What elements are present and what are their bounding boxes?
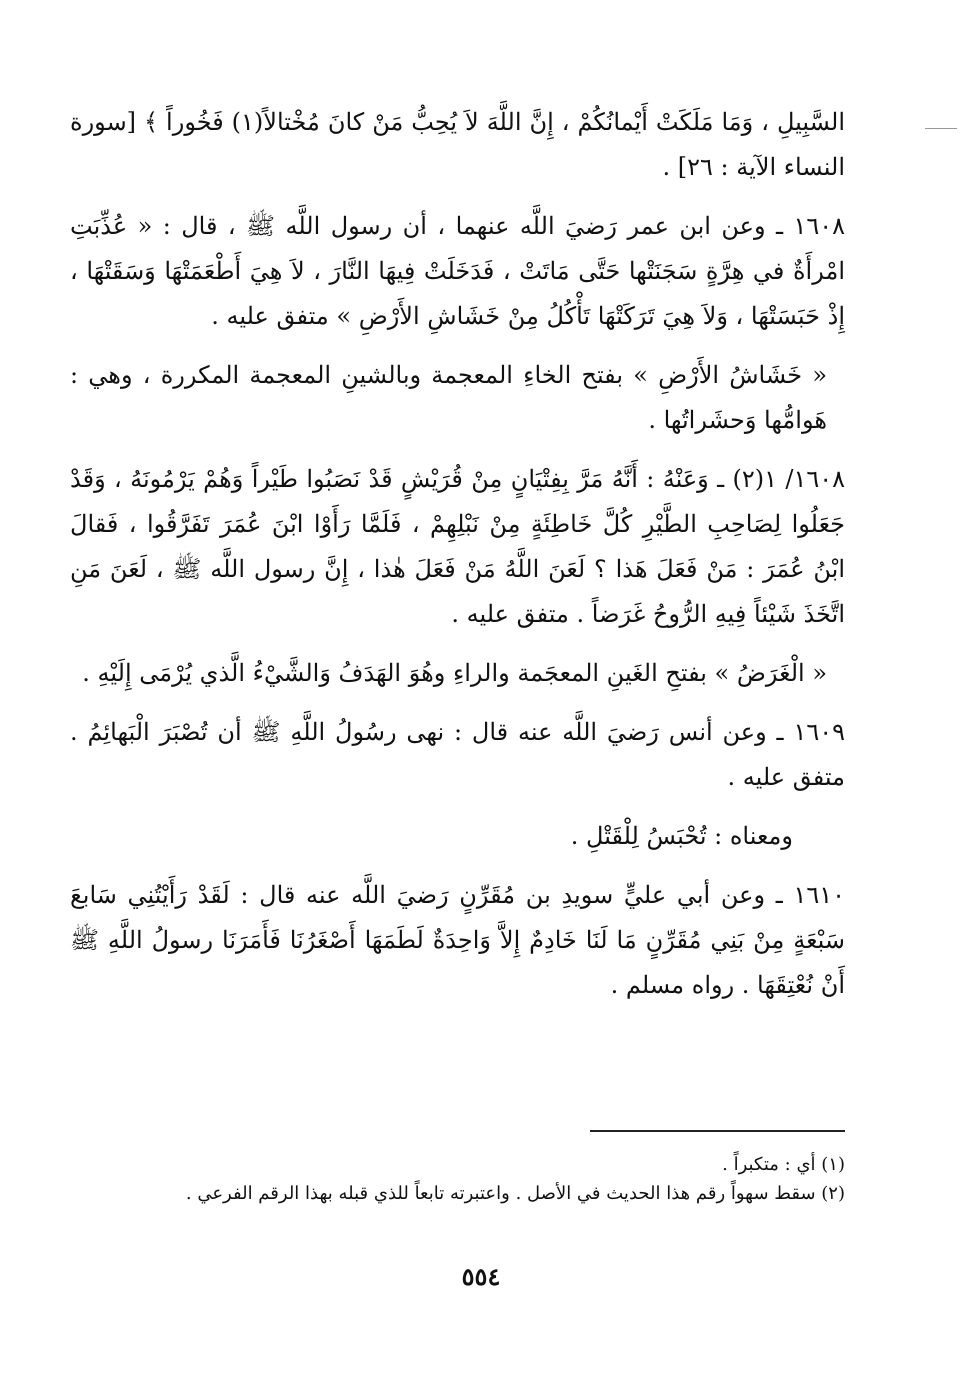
scan-edge-mark [925, 128, 957, 129]
footnote-divider [590, 1130, 845, 1132]
quran-verse-continuation: السَّبِيلِ ، وَمَا مَلَكَتْ أَيْمانُكُمْ ، إِنَّ اللَّهَ لاَ يُحِبُّ مَنْ كانَ مُخْتالاً(١) فَخُوراً ﴾ [سورة النساء الآية : ٢٦] . [70, 108, 845, 181]
hadith-1610: ١٦١٠ ـ وعن أبي عليٍّ سويدِ بن مُقَرِّنٍ رَضيَ اللَّه عنه قال : لَقَدْ رَأَيْتُنِي سَابعَ سَبْعَةٍ مِنْ بَنِي مُقَرِّنٍ مَا لَنَا خَادِمٌ إِلاَّ وَاحِدَةٌ لَطَمَهَا أَصْغَرُنَا فَأَمَرَنَا رسولُ اللَّهِ ﷺ أَنْ نُعْتِقَهَا . رواه مسلم . [70, 881, 845, 999]
hadith-1608-explanation: « خَشَاشُ الأَرْضِ » بفتح الخاءِ المعجمة وبالشينِ المعجمة المكررة ، وهي : هَوامُّها وَحشَراتُها . [70, 361, 827, 434]
footnote-1: (١) أي : متكبراً . [722, 1154, 845, 1175]
hadith-1609: ١٦٠٩ ـ وعن أنس رَضيَ اللَّه عنه قال : نهى رسُولُ اللَّهِ ﷺ أن تُصْبَرَ الْبَهائِمُ . متفق عليه . [70, 718, 845, 791]
footnote-2: (٢) سقط سهواً رقم هذا الحديث في الأصل . واعتبرته تابعاً للذي قبله بهذا الرقم الفرعي . [185, 1183, 845, 1204]
page-body [70, 100, 845, 1022]
hadith-1608: ١٦٠٨ ـ وعن ابن عمر رَضيَ اللَّه عنهما ، أن رسول اللَّه ﷺ ، قال : « عُذِّبَتِ امْرأَةٌ في هِرَّةٍ سَجَنَتْها حَتَّى مَاتَتْ ، فَدَخَلَتْ فِيهَا النَّارَ ، لاَ هِيَ أَطْعَمَتْهَا وَسَقَتْهَا ، إِذْ حَبَسَتْهَا ، وَلاَ هِيَ تَرَكَتْهَا تَأْكُلُ مِنْ خَشَاشِ الأَرْضِ » متفق عليه . [70, 212, 845, 330]
page-number: ٥٥٤ [461, 1262, 501, 1291]
hadith-1608-1-explanation: « الْغَرَضُ » بفتحِ الغَينِ المعجَمة والراءِ وهُوَ الهَدَفُ وَالشَّيْءُ الَّذي يُرْمَى إِلَيْهِ . [82, 659, 827, 687]
hadith-1609-explanation: ومعناه : تُحْبَسُ لِلْقَتْلِ . [570, 822, 793, 850]
footnotes [150, 1150, 845, 1208]
hadith-1608-1: ١٦٠٨/ ١(٢) ـ وَعَنْهُ : أَنَّهُ مَرَّ بِفِتْيَانٍ مِنْ قُرَيْشٍ قَدْ نَصَبُوا طَيْراً وَهُمْ يَرْمُونَهُ ، وَقَدْ جَعَلُوا لِصَاحِبِ الطَّيْرِ كُلَّ خَاطِئَةٍ مِنْ نَبْلِهِمْ ، فَلَمَّا رَأَوْا ابْنَ عُمَرَ تَفَرَّقُوا ، فَقالَ ابْنُ عُمَرَ : مَنْ فَعَلَ هَذا ؟ لَعَنَ اللَّهُ مَنْ فَعَلَ هٰذا ، إِنَّ رسول اللَّه ﷺ ، لَعَنَ مَنِ اتَّخَذَ شَيْئاً فِيهِ الرُّوحُ غَرَضاً . متفق عليه . [70, 465, 846, 628]
